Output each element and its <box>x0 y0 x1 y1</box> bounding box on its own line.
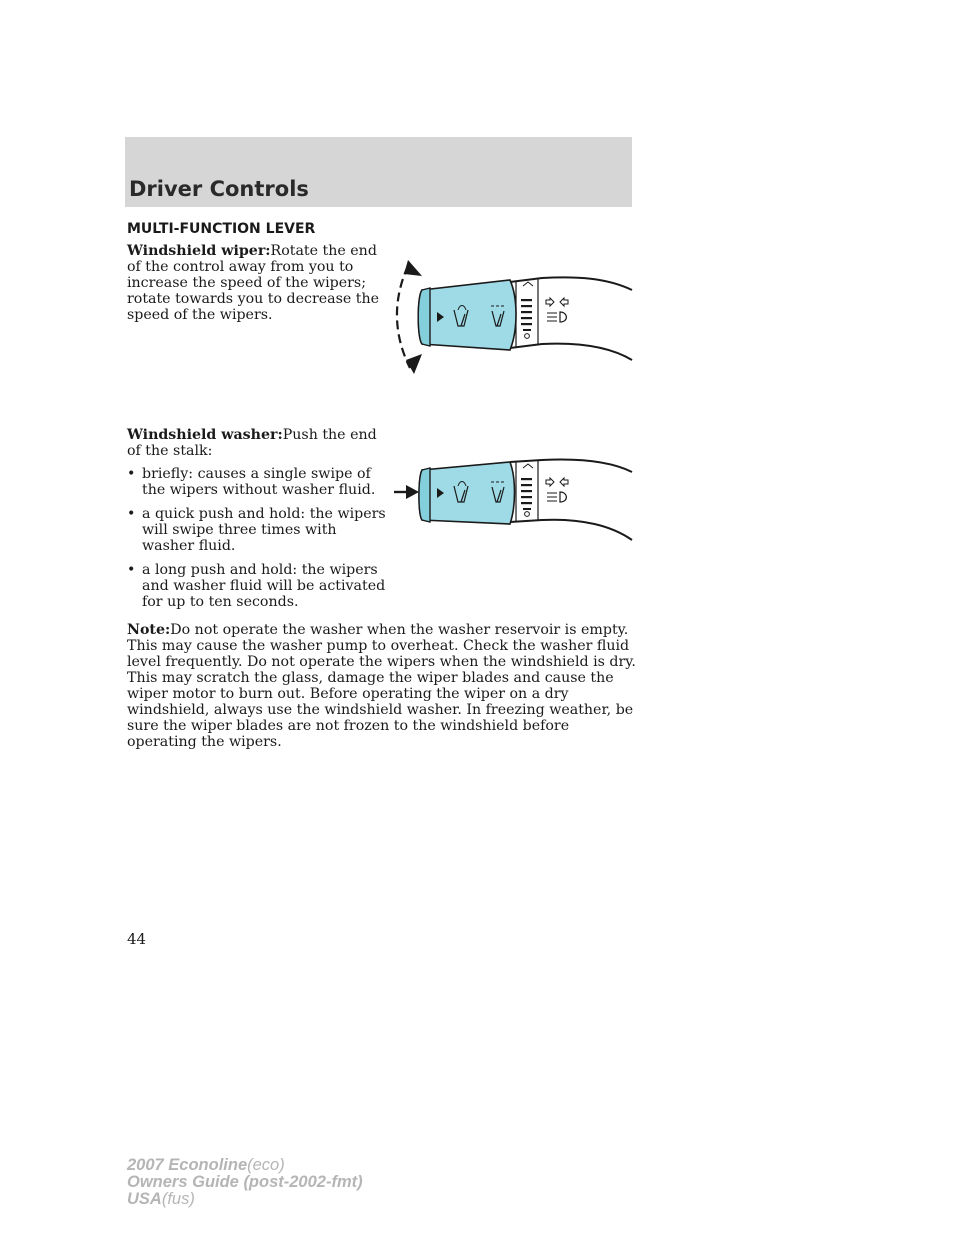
note-paragraph <box>127 622 642 750</box>
list-item: • a long push and hold: the wipers and washer fluid will be activated for up to ten seconds. <box>127 562 386 610</box>
page-header-title: Driver Controls <box>129 177 309 201</box>
wiper-rotate-figure <box>392 256 637 391</box>
washer-push-figure <box>392 450 637 550</box>
wiper-paragraph <box>127 243 382 323</box>
washer-paragraph <box>127 427 382 459</box>
footer-region: USA <box>127 1190 162 1208</box>
footer-model-code: (eco) <box>247 1156 285 1174</box>
wiper-text: Rotate the end of the control away from you to increase the speed of the wipers; rotate towards you to decrease the speed of the wipers. <box>127 243 380 323</box>
footer-model: 2007 Econoline <box>127 1156 248 1174</box>
note-label: Note: <box>127 622 171 638</box>
note-text: Do not operate the washer when the washer reservoir is empty. This may cause the washer pump to overheat. Check the washer fluid level frequently. Do not operate the wipers when the windshield is dry. This may scratch the glass, damage the wiper blades and cause the wiper motor to burn out. Before operating the wiper on a dry windshield, always use the windshield washer. In freezing weather, be sure the wiper blades are not frozen to the windshield before operating the wipers. <box>127 622 636 750</box>
footer-region-code: (fus) <box>161 1190 195 1208</box>
page-number: 44 <box>127 930 147 948</box>
washer-label: Windshield washer: <box>127 427 283 443</box>
footer-guide: Owners Guide (post-2002-fmt) <box>127 1173 363 1191</box>
washer-bullet-list <box>127 466 387 618</box>
bullet-icon: • <box>127 562 136 578</box>
section-title: MULTI-FUNCTION LEVER <box>127 221 316 237</box>
wiper-label: Windshield wiper: <box>127 243 271 259</box>
washer-text: Push the end of the stalk: <box>127 427 377 459</box>
list-item: • briefly: causes a single swipe of the wipers without washer fluid. <box>127 466 376 498</box>
bullet-icon: • <box>127 506 136 522</box>
list-item: • a quick push and hold: the wipers will swipe three times with washer fluid. <box>127 506 386 554</box>
bullet-icon: • <box>127 466 136 482</box>
document-footer <box>127 1157 363 1208</box>
